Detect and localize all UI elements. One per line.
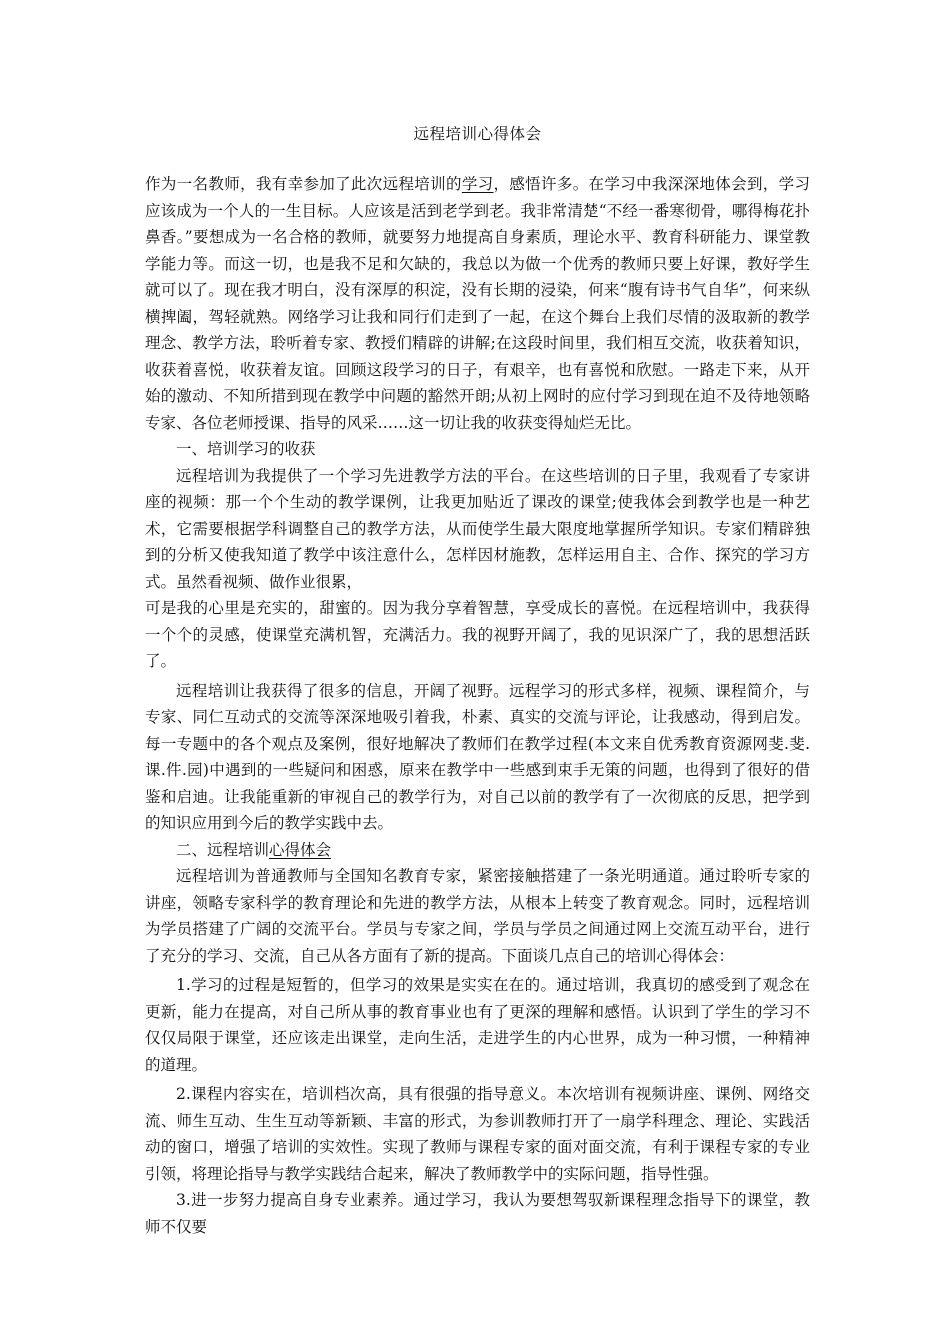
- intro-text-start: 作为一名教师，我有幸参加了此次远程培训的: [145, 175, 462, 193]
- section1-paragraph-2: 可是我的心里是充实的，甜蜜的。因为我分享着智慧，享受成长的喜悦。在远程培训中，我获得一个个的灵感，使课堂充满机智，充满活力。我的视野开阔了，我的见识深广了，我的思想活跃了。: [145, 599, 810, 670]
- section2-heading-prefix: 二、远程培训: [176, 840, 270, 859]
- section2-item-2: 2.课程内容实在，培训档次高，具有很强的指导意义。本次培训有视频讲座、课例、网络交流、师生互动、生生互动等新颖、丰富的形式，为参训教师打开了一扇学科理念、理论、实践活动的窗口，增强了培训的实效性。实现了教师与课程专家的面对面交流，有利于课程专家的专业引领，将理论指导与教学实践结合起来，解决了教师教学中的实际问题，指导性强。: [145, 1085, 810, 1183]
- experience-link[interactable]: 心得体会: [269, 840, 332, 859]
- intro-text-end: ，感悟许多。在学习中我深深地体会到，学习应该成为一个人的一生目标。人应该是活到老学到老。我非常清楚“不经一番寒彻骨，哪得梅花扑鼻香。”要想成为一名合格的教师，就要努力地提高自身素质，理论水平、教育科研能力、课堂教学能力等。而这一切，也是我不足和欠缺的，我总以为做一个优秀的教师只要上好课，教好学生就可以了。现在我才明白，没有深厚的积淀，没有长期的浸染，何来“腹有诗书气自华”，何来纵横捭阖，驾轻就熟。网络学习让我和同行们走到了一起，在这个舞台上我们尽情的汲取新的教学理念、教学方法，聆听着专家、教授们精辟的讲解;在这段时间里，我们相互交流，收获着知识，收获着喜悦，收获着友谊。回顾这段学习的日子，有艰辛，也有喜悦和欣慰。一路走下来，从开始的激动、不知所措到现在教学中问题的豁然开朗;从初上网时的应付学习到现在迫不及待地领略专家、各位老师授课、指导的风采……这一切让我的收获变得灿烂无比。: [145, 175, 810, 432]
- study-link[interactable]: 学习: [461, 175, 494, 193]
- section2-item-1: 1.学习的过程是短暂的，但学习的效果是实实在在的。通过培训，我真切的感受到了观念在更新，能力在提高，对自己所从事的教育事业也有了更深的理解和感悟。认识到了学生的学习不仅仅局限于课堂，还应该走出课堂，走向生活，走进学生的内心世界，成为一种习惯，一种精神的道理。: [145, 976, 810, 1074]
- section1-paragraph-3: 远程培训让我获得了很多的信息，开阔了视野。远程学习的形式多样，视频、课程简介，与专家、同仁互动式的交流等深深地吸引着我，朴素、真实的交流与评论，让我感动，得到启发。每一专题中的各个观点及案例，很好地解决了教师们在教学过程(本文来自优秀教育资源网斐.斐.课.件.园)中遇到的一些疑问和困惑，原来在教学中一些感到束手无策的问题，也得到了很好的借鉴和启迪。让我能重新的审视自己的教学行为，对自己以前的教学有了一次彻底的反思，把学到的知识应用到今后的教学实践中去。: [145, 681, 810, 832]
- document-title: 远程培训心得体会: [413, 125, 542, 143]
- section2-paragraph-1: 远程培训为普通教师与全国知名教育专家，紧密接触搭建了一条光明通道。通过聆听专家的讲座，领略专家科学的教育理论和先进的教学方法，从根本上转变了教育观念。同时，远程培训为学员搭建了广阔的交流平台。学员与专家之间，学员与学员之间通过网上交流互动平台，进行了充分的学习、交流，自己从各方面有了新的提高。下面谈几点自己的培训心得体会：: [145, 867, 810, 965]
- intro-paragraph: [145, 171, 810, 436]
- section1-heading: 一、培训学习的收获: [176, 440, 316, 458]
- section1-paragraph-1: 远程培训为我提供了一个学习先进教学方法的平台。在这些培训的日子里，我观看了专家讲座的视频：那一个个生动的教学课例，让我更加贴近了课改的课堂;使我体会到教学也是一种艺术，它需要根据学科调整自己的教学方法，从而使学生最大限度地掌握所学知识。专家们精辟独到的分析又使我知道了教学中该注意什么，怎样因材施教，怎样运用自主、合作、探究的学习方式。虽然看视频、做作业很累，: [145, 466, 810, 591]
- section2-heading: [145, 837, 810, 864]
- section2-item-3: 3.进一步努力提高自身专业素养。通过学习，我认为要想驾驭新课程理念指导下的课堂，教师不仅要: [145, 1191, 810, 1236]
- document-page: [145, 124, 810, 1240]
